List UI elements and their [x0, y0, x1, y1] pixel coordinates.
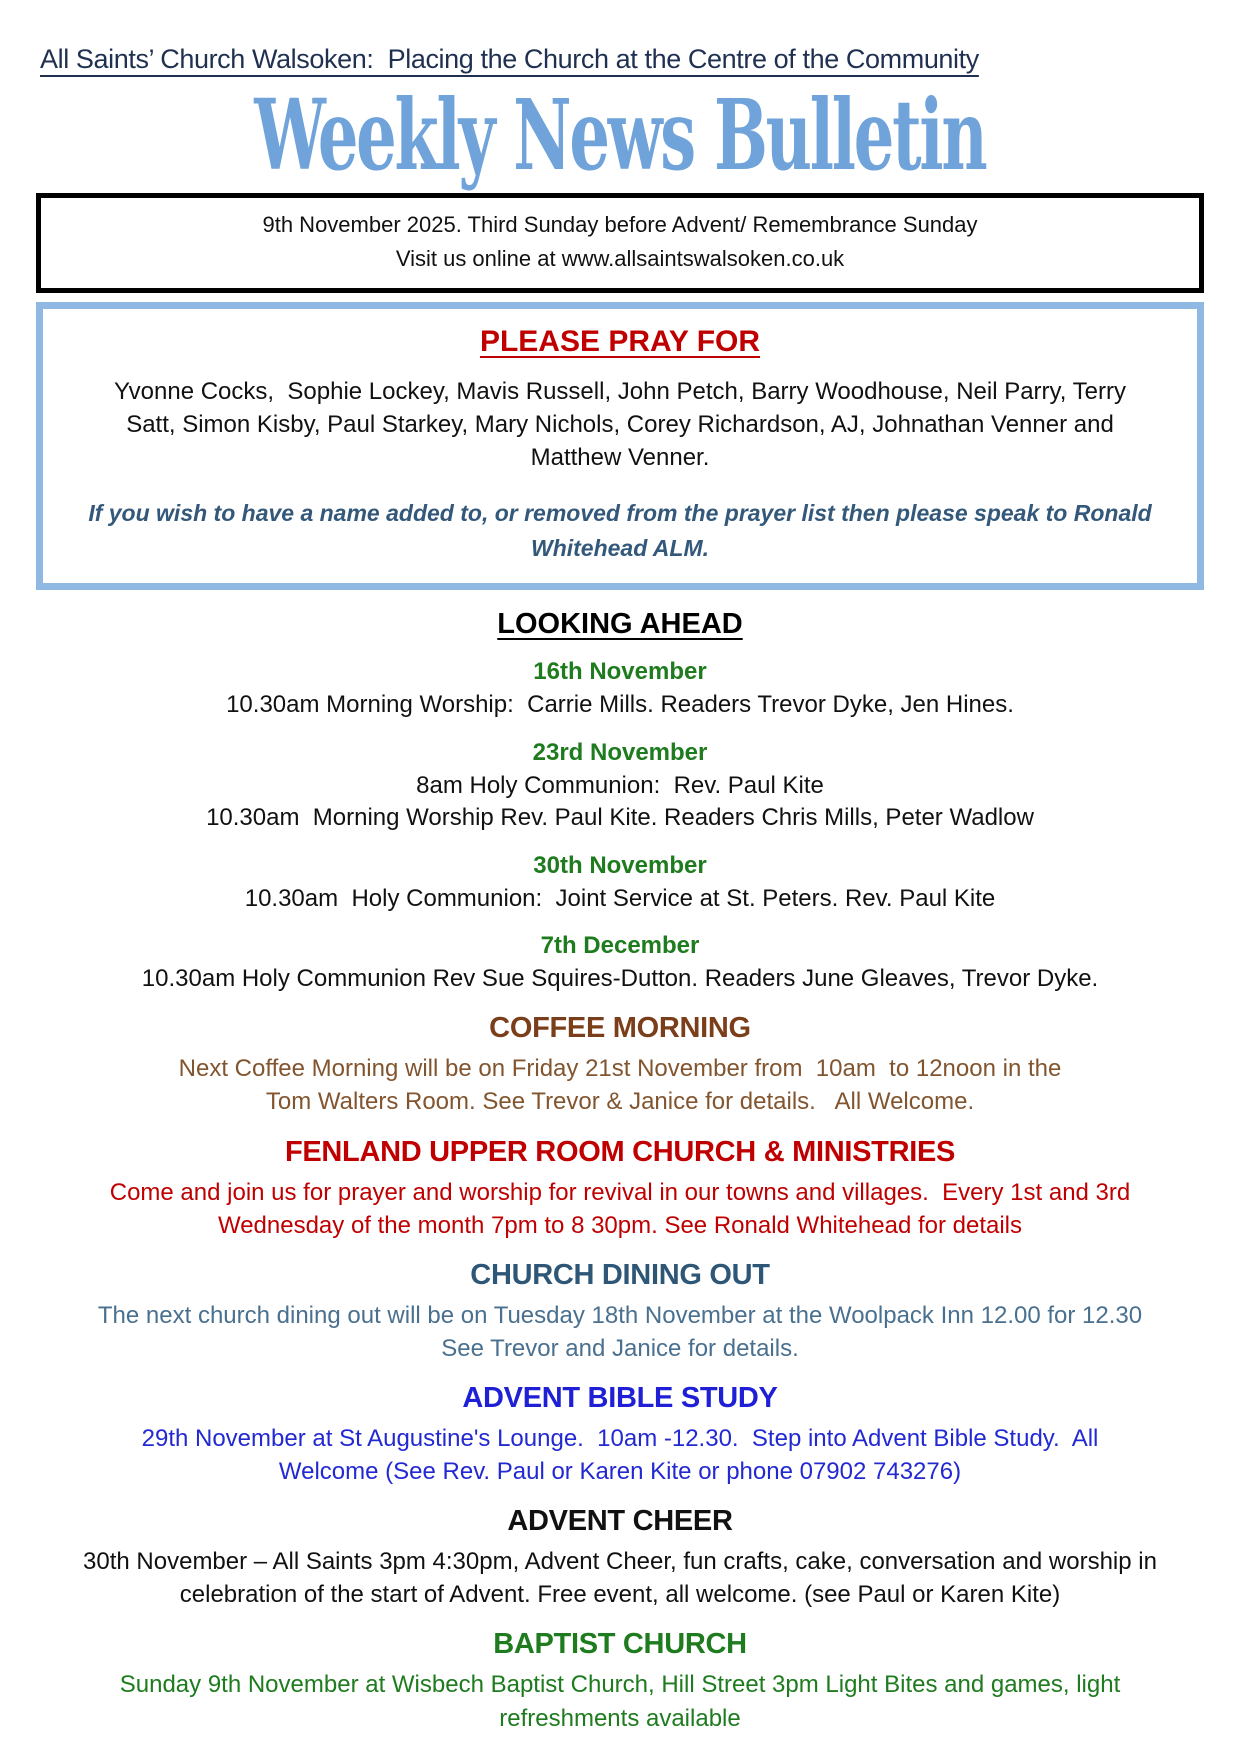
event-detail: 10.30am Holy Communion Rev Sue Squires-Dutton. Readers June Gleaves, Trevor Dyke. — [141, 964, 1099, 992]
event-date: 30th November — [533, 851, 707, 879]
section-title: CHURCH DINING OUT — [470, 1258, 770, 1291]
page-title: Weekly News Bulletin — [254, 78, 986, 192]
section-body: Sunday 9th November at Wisbech Baptist Church, Hill Street 3pm Light Bites and games, light refreshments available — [119, 1671, 1127, 1732]
event-date: 16th November — [533, 658, 707, 686]
section-title: BAPTIST CHURCH — [493, 1628, 747, 1661]
website-line: Visit us online at www.allsaintswalsoken.co.uk — [395, 245, 845, 271]
section-body: Come and join us for prayer and worship for revival in our towns and villages. Every 1st and 3rd Wednesday of the month 7pm to 8 30pm. See Ronald Whitehead for details — [109, 1178, 1137, 1239]
section-title: FENLAND UPPER ROOM CHURCH & MINISTRIES — [284, 1135, 956, 1168]
section-fenland-upper-room — [0, 1136, 1240, 1242]
section-title: ADVENT CHEER — [507, 1505, 733, 1538]
event-date: 23rd November — [532, 738, 708, 766]
section-body: 30th November – All Saints 3pm 4:30pm, Advent Cheer, fun crafts, cake, conversation and worship in celebration of the start of Advent. Free event, all welcome. (see Paul or Karen Kite) — [83, 1548, 1164, 1609]
section-body: The next church dining out will be on Tuesday 18th November at the Woolpack Inn 12.00 for 12.30 See Trevor and Janice for details. — [97, 1301, 1156, 1362]
looking-ahead-title: LOOKING AHEAD — [497, 608, 743, 641]
event-23rd-november — [0, 739, 1240, 835]
issue-date-line: 9th November 2025. Third Sunday before Advent/ Remembrance Sunday — [262, 211, 978, 237]
event-detail: 8am Holy Communion: Rev. Paul Kite — [416, 771, 824, 799]
section-coffee-morning — [0, 1012, 1240, 1118]
prayer-box — [36, 302, 1204, 590]
event-30th-november — [0, 852, 1240, 915]
section-church-dining-out — [0, 1259, 1240, 1365]
church-strapline — [40, 44, 1200, 75]
event-detail: 10.30am Holy Communion: Joint Service at St. Peters. Rev. Paul Kite — [244, 884, 996, 912]
masthead — [0, 78, 1240, 192]
section-baptist-church — [0, 1628, 1240, 1734]
section-title: ADVENT BIBLE STUDY — [462, 1381, 778, 1414]
section-advent-bible-study — [0, 1382, 1240, 1488]
section-body: 29th November at St Augustine's Lounge. 10am -12.30. Step into Advent Bible Study. All Welcome (See Rev. Paul or Karen Kite or phone 07902 743276) — [141, 1424, 1106, 1486]
section-advent-cheer — [0, 1505, 1240, 1611]
section-body: Next Coffee Morning will be on Friday 21st November from 10am to 12noon in the Tom Walters Room. See Trevor & Janice for details. All Welcome. — [178, 1055, 1068, 1116]
section-title: COFFEE MORNING — [489, 1012, 751, 1045]
event-detail: 10.30am Morning Worship: Carrie Mills. Readers Trevor Dyke, Jen Hines. — [226, 691, 1014, 719]
event-7th-december — [0, 932, 1240, 995]
event-detail: 10.30am Morning Worship Rev. Paul Kite. Readers Chris Mills, Peter Wadlow — [206, 804, 1034, 832]
prayer-names-list: Yvonne Cocks, Sophie Lockey, Mavis Russell, John Petch, Barry Woodhouse, Neil Parry, Terry Satt, Simon Kisby, Paul Starkey, Mary Nichols, Corey Richardson, AJ, Johnathan Venner and Matthew Venner. — [113, 378, 1133, 472]
prayer-note: If you wish to have a name added to, or removed from the prayer list then please speak to Ronald Whitehead ALM. — [88, 500, 1159, 561]
event-date: 7th December — [540, 931, 700, 959]
prayer-box-title: PLEASE PRAY FOR — [479, 325, 761, 359]
church-strapline-text: All Saints’ Church Walsoken: Placing the Church at the Centre of the Community — [40, 44, 979, 74]
event-16th-november — [0, 658, 1240, 721]
date-info-box — [36, 193, 1204, 293]
